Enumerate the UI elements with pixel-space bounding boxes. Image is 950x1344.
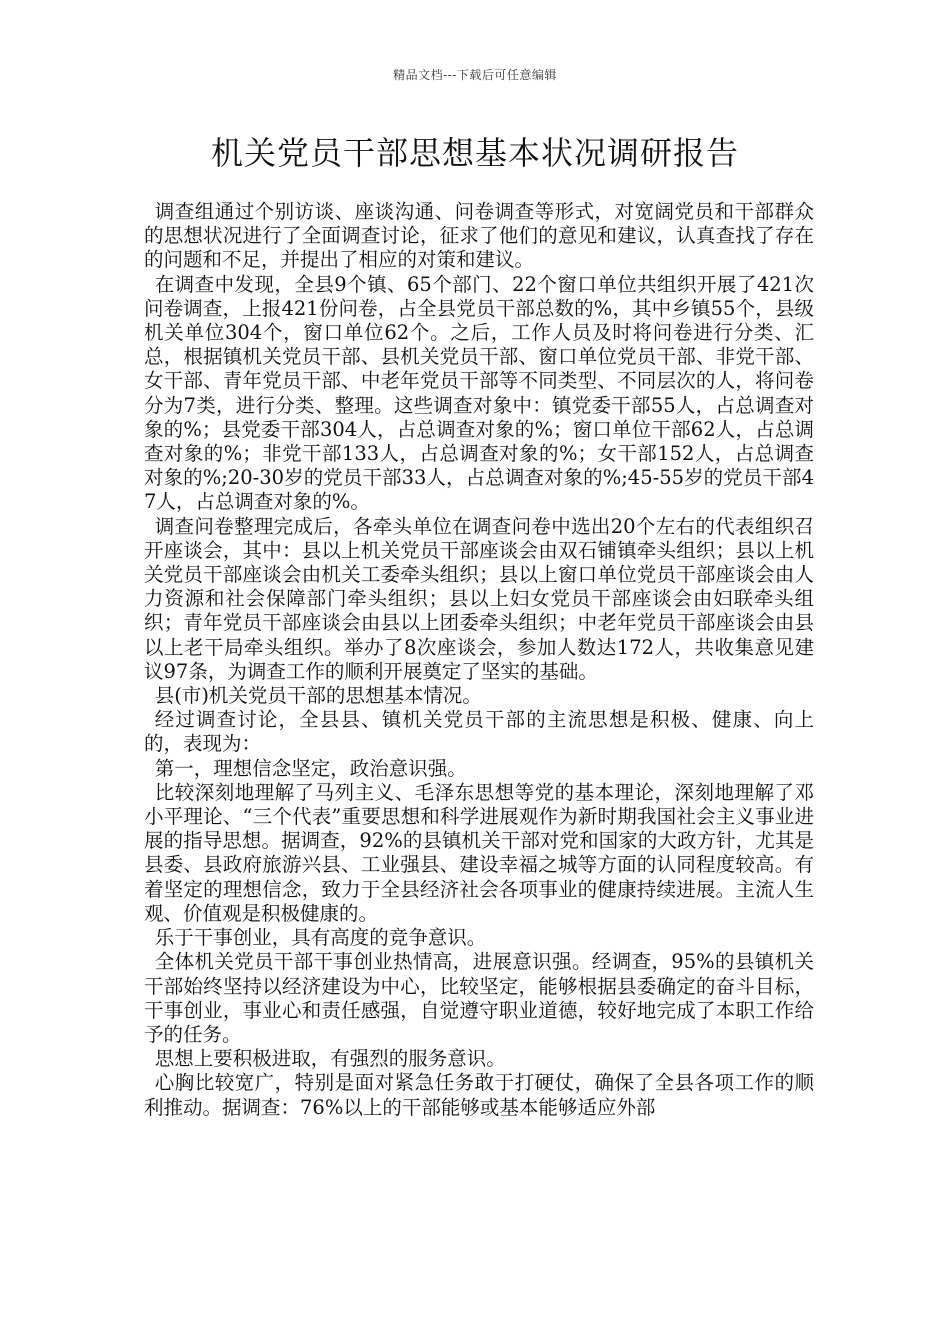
paragraph-broad-mind: 心胸比较宽广，特别是面对紧急任务敢于打硬仗，确保了全县各项工作的顺利推动。据调查：76%以上的干部能够或基本能够适应外部 [144,1071,814,1119]
document-title: 机关党员干部思想基本状况调研报告 [210,134,739,172]
section-heading-basic-situation: 县(市)机关党员干部的思想基本情况。 [154,684,482,708]
paragraph-mainstream-thought: 经过调查讨论，全县县、镇机关党员干部的主流思想是积极、健康、向上的，表现为： [144,708,814,756]
page-header-note: 精品文档---下载后可任意编辑 [393,68,557,82]
document-body [144,200,814,1120]
point-heading-service: 思想上要积极进取，有强烈的服务意识。 [154,1047,506,1071]
point-heading-entrepreneurship: 乐于干事创业，具有高度的竞争意识。 [154,926,487,950]
paragraph-survey-scope: 在调查中发现，全县9个镇、65个部门、22个窗口单位共组织开展了421次问卷调查，上报421份问卷，占全县党员干部总数的%，其中乡镇55个，县级机关单位304个，窗口单位62个。之后，工作人员及时将问卷进行分类、汇总，根据镇机关党员干部、县机关党员干部、窗口单位党员干部、非党干部、女干部、青年党员干部、中老年党员干部等不同类型、不同层次的人，将问卷分为7类，进行分类、整理。这些调查对象中：镇党委干部55人，占总调查对象的%；县党委干部304人，占总调查对象的%；窗口单位干部62人，占总调查对象的%；非党干部133人，占总调查对象的%；女干部152人，占总调查对象的%;20-30岁的党员干部33人，占总调查对象的%;45-55岁的党员干部47人，占总调查对象的%。 [144,272,814,514]
point-heading-first: 第一，理想信念坚定，政治意识强。 [154,756,467,780]
paragraph-enthusiasm: 全体机关党员干部干事创业热情高，进展意识强。经调查，95%的县镇机关干部始终坚持以经济建设为中心，比较坚定，能够根据县委确定的奋斗目标，干事创业，事业心和责任感强，自觉遵守职业道德，较好地完成了本职工作给予的任务。 [144,950,814,1046]
paragraph-theory-understanding: 比较深刻地理解了马列主义、毛泽东思想等党的基本理论，深刻地理解了邓小平理论、“三个代表”重要思想和科学进展观作为新时期我国社会主义事业进展的指导思想。据调查，92%的县镇机关干部对党和国家的大政方针，尤其是县委、县政府旅游兴县、工业强县、建设幸福之城等方面的认同程度较高。有着坚定的理想信念，致力于全县经济社会各项事业的健康持续进展。主流人生观、价值观是积极健康的。 [144,780,814,925]
paragraph-symposium: 调查问卷整理完成后，各牵头单位在调查问卷中选出20个左右的代表组织召开座谈会，其中：县以上机关党员干部座谈会由双石铺镇牵头组织；县以上机关党员干部座谈会由机关工委牵头组织；县以上窗口单位党员干部座谈会由人力资源和社会保障部门牵头组织；县以上妇女党员干部座谈会由妇联牵头组织；青年党员干部座谈会由县以上团委牵头组织；中老年党员干部座谈会由县以上老干局牵头组织。举办了8次座谈会，参加人数达172人，共收集意见建议97条，为调查工作的顺利开展奠定了坚实的基础。 [144,514,814,683]
paragraph-intro: 调查组通过个别访谈、座谈沟通、问卷调查等形式，对宽阔党员和干部群众的思想状况进行了全面调查讨论，征求了他们的意见和建议，认真查找了存在的问题和不足，并提出了相应的对策和建议。 [144,200,814,272]
